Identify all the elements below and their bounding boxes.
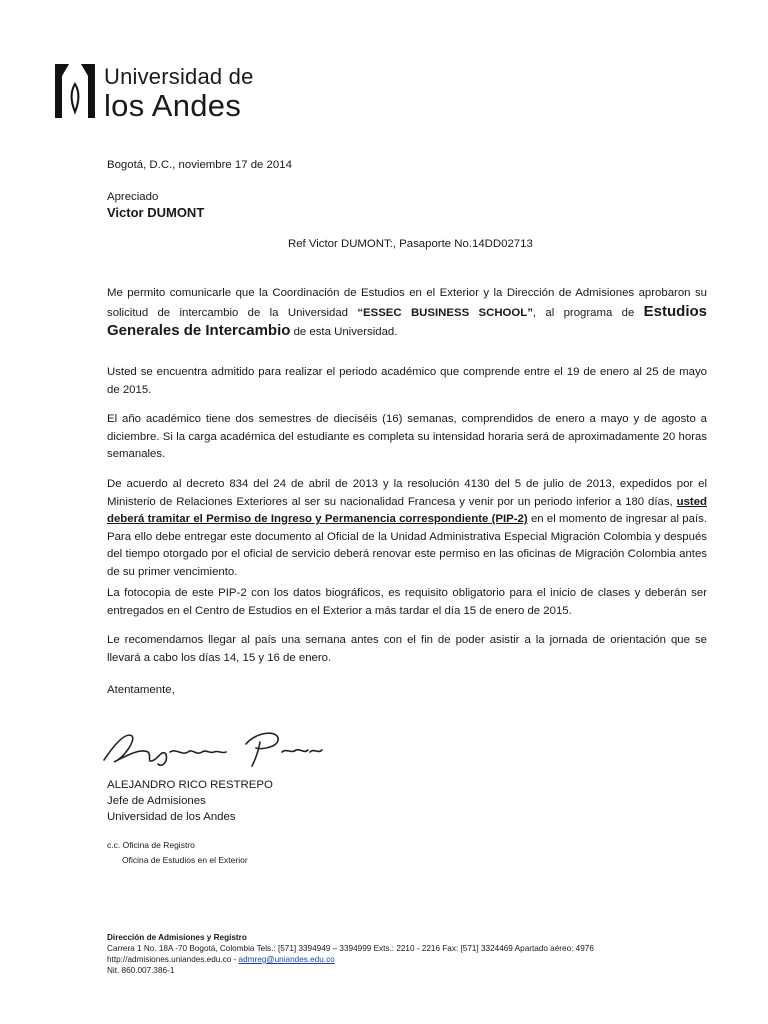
paragraph-visa-text-a: De acuerdo al decreto 834 del 24 de abril de 2013 y la resolución 4130 del 5 de julio de 2013, expedidos por el Ministerio de Relaciones Exteriores al ser su nacionalidad Francesa y venir por un periodo inferior a 180 días, [107,478,707,508]
signature-block [107,777,273,825]
paragraph-photocopy: La fotocopia de este PIP-2 con los datos biográficos, es requisito obligatorio para el inicio de clases y deberán ser entregados en el Centro de Estudios en el Exterior a más tardar el día 15 de enero de 2015. [107,587,707,617]
reference-line: Ref Victor DUMONT:, Pasaporte No.14DD02713 [288,238,533,250]
footer-address: Carrera 1 No. 18A -70 Bogotá, Colombia Tels.: [571] 3394949 – 3394999 Exts.: 2210 - 2216 Fax: [571] 3324469 Apartado aéreo: 4976 [107,944,594,953]
footer [107,932,594,976]
program-name: Estudios Generales de Intercambio [107,302,707,339]
paragraph-visa-text-b: en el momento de ingresar al país. Para ello debe entregar este documento al Oficial de la Unidad Administrativa Especial Migración Colombia y después del tiempo otorgado por el oficial de servicio deberá renovar este permiso en las oficinas de Migración Colombia antes de su primer vencimiento. [107,513,707,578]
cc-line-estudios: Oficina de Estudios en el Exterior [122,854,248,865]
paragraph-orientation: Le recomendamos llegar al país una semana antes con el fin de poder asistir a la jornada de orientación que se llevará a cabo los días 14, 15 y 16 de enero. [107,634,707,664]
footer-email-link[interactable]: admreg@uniandes.edu.co [238,955,335,964]
paragraph-approval-text-c: de esta Universidad. [290,326,398,338]
logo-text-line2: los Andes [104,88,242,123]
signatory-institution: Universidad de los Andes [107,811,236,823]
paragraph-approval-text-a: Me permito comunicarle que la Coordinación de Estudios en el Exterior y la Dirección de Admisiones aprobaron su solicitud de intercambio de la Universidad [107,287,707,319]
paragraph-visa-requirements [107,476,707,581]
university-logo [52,62,254,122]
paragraph-academic-year: El año académico tiene dos semestres de dieciséis (16) semanas, comprendidos de enero a mayo y de agosto a diciembre. Si la carga académica del estudiante es completa su intensidad horaria será de aproximadamente 20 horas semanales. [107,413,707,460]
letter-date: Bogotá, D.C., noviembre 17 de 2014 [107,159,292,171]
footer-office: Dirección de Admisiones y Registro [107,933,247,942]
handwritten-signature [96,722,336,772]
paragraph-approval [107,285,707,342]
cc-line-registro: c.c. Oficina de Registro [107,840,195,850]
signatory-title: Jefe de Admisiones [107,795,206,807]
recipient-name: Victor DUMONT [107,205,205,220]
paragraph-admission-period: Usted se encuentra admitido para realizar el periodo académico que comprende entre el 19 de enero al 25 de mayo de 2015. [107,366,707,396]
logo-text-line1: Universidad de [104,64,254,89]
salutation: Apreciado [107,191,159,203]
carbon-copy [107,838,248,867]
footer-nit: Nit. 860.007.386-1 [107,966,175,975]
footer-website: http://admisiones.uniandes.edu.co [107,955,232,964]
permit-requirement: usted deberá tramitar el Permiso de Ingreso y Permanencia correspondiente (PIP-2) [107,495,707,525]
signatory-name: ALEJANDRO RICO RESTREPO [107,779,273,791]
paragraph-approval-text-b: , al programa de [532,306,644,319]
university-shield-icon [52,62,98,122]
footer-separator: - [231,955,239,964]
closing: Atentamente, [107,684,175,696]
school-name: “ESSEC BUSINESS SCHOOL” [357,306,533,319]
footer-contact [107,954,594,965]
